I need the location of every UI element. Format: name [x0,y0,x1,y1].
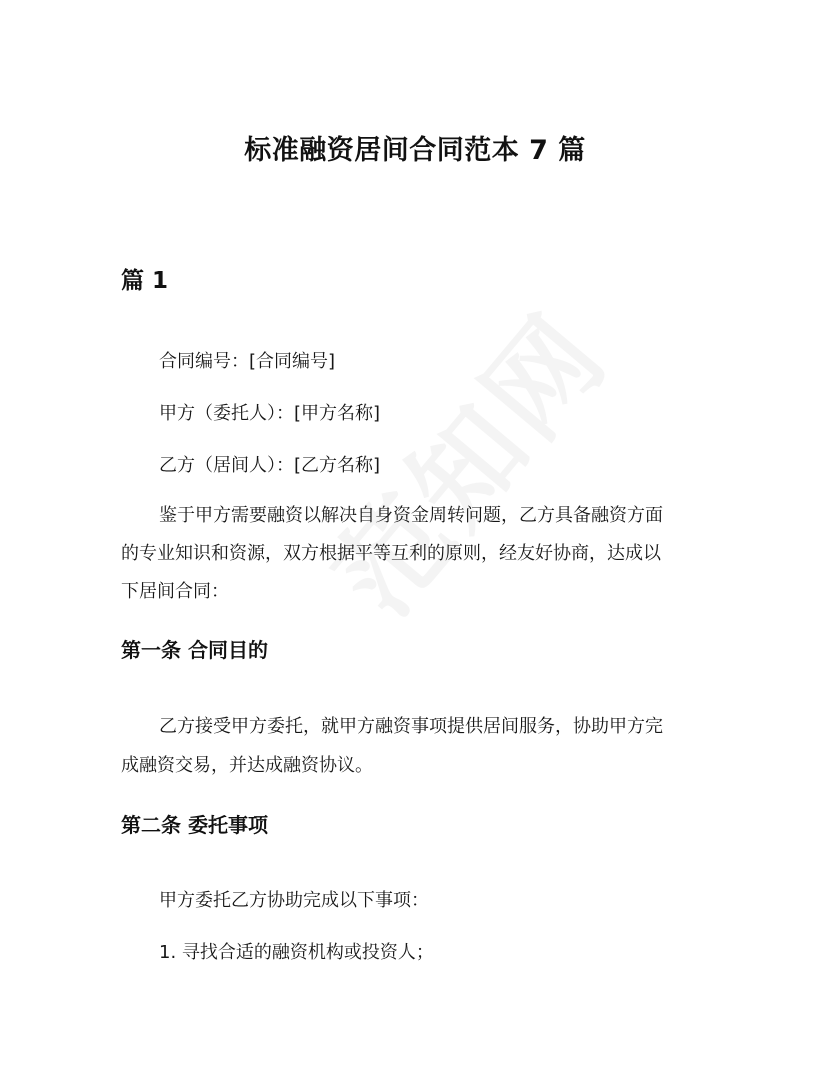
article-2-item-1: 1. 寻找合适的融资机构或投资人； [159,942,434,963]
article-1-line-1: 乙方接受甲方委托，就甲方融资事项提供居间服务，协助甲方完 [159,716,663,737]
article-1-line-2: 成融资交易，并达成融资协议。 [121,755,373,776]
contract-number-line: 合同编号：[合同编号] [159,351,336,372]
article-1-heading: 第一条 合同目的 [121,638,268,662]
party-a-line: 甲方（委托人）：[甲方名称] [159,403,381,424]
article-2-heading: 第二条 委托事项 [121,813,268,837]
section-heading: 篇 1 [121,268,169,294]
party-b-line: 乙方（居间人）：[乙方名称] [159,455,381,476]
preamble-line-1: 鉴于甲方需要融资以解决自身资金周转问题，乙方具备融资方面 [159,505,663,526]
preamble-line-3: 下居间合同： [121,581,229,602]
preamble-line-2: 的专业知识和资源，双方根据平等互利的原则，经友好协商，达成以 [121,543,661,564]
article-2-intro: 甲方委托乙方协助完成以下事项： [159,890,429,911]
document-title: 标准融资居间合同范本 7 篇 [244,135,586,166]
